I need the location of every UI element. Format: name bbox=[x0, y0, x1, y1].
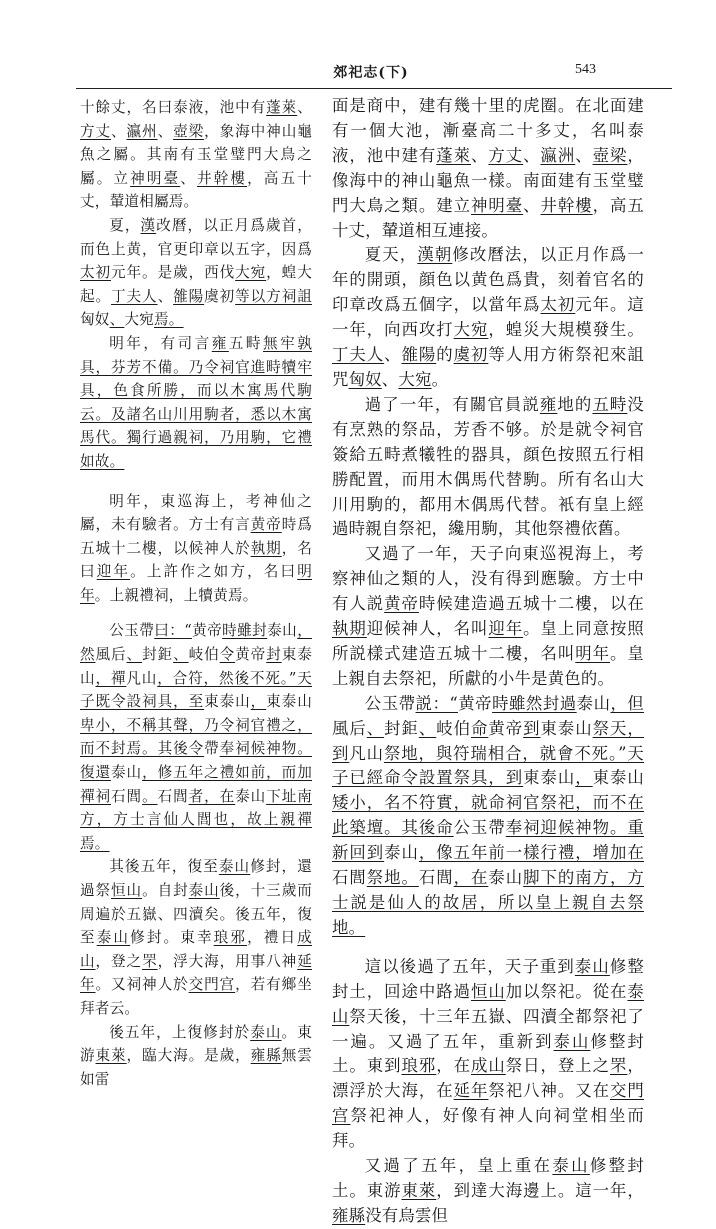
text-run: 祭日，登上之 bbox=[505, 1056, 610, 1076]
proper-name: 奉祠迎候神物。重新回到 bbox=[332, 818, 645, 863]
proper-name: 泰山 bbox=[96, 929, 131, 947]
classical-text-column bbox=[80, 96, 312, 1091]
paragraph bbox=[80, 214, 312, 332]
proper-name: 泰山 bbox=[188, 882, 220, 899]
proper-name: ， bbox=[250, 693, 267, 711]
proper-name: 明年 bbox=[575, 643, 611, 663]
proper-name: 壺梁 bbox=[592, 145, 628, 165]
page-header bbox=[76, 54, 666, 82]
text-run: 石閭 bbox=[418, 868, 454, 888]
text-run: ，到達大海邊上。這一年， bbox=[436, 1180, 645, 1200]
proper-name: 神明臺 bbox=[471, 195, 524, 215]
proper-name: ，但 bbox=[610, 693, 645, 713]
proper-name: 交門宫 bbox=[188, 976, 236, 994]
text-run: 。上親禮祠，上犢黄焉。 bbox=[94, 586, 258, 604]
proper-name: 方丈 bbox=[488, 145, 524, 165]
text-run: 泰山 bbox=[111, 764, 143, 782]
text-run: 夏， bbox=[109, 216, 141, 234]
paragraph bbox=[80, 855, 312, 1020]
proper-name: 黄帝 bbox=[384, 594, 419, 614]
proper-name: 。 bbox=[142, 787, 158, 805]
text-run: 祭祀神人，好像有神人向祠堂相坐而拜。 bbox=[332, 1106, 644, 1151]
text-run: 泰山 bbox=[267, 622, 298, 640]
text-run: ，名曰 bbox=[80, 539, 312, 581]
text-run: 泰山 bbox=[235, 787, 267, 805]
text-run: 。東游 bbox=[80, 1023, 312, 1065]
text-run: 黄帝 bbox=[457, 693, 493, 713]
proper-name: 東萊 bbox=[401, 1180, 437, 1200]
proper-name: 卑小，不稱其聲，乃令祠官禮之，而不封焉。其後令 bbox=[80, 716, 312, 758]
paragraph bbox=[332, 1154, 644, 1229]
proper-name: 泰山 bbox=[332, 981, 645, 1026]
text-run: 泰山 bbox=[576, 693, 611, 713]
proper-name: 成山 bbox=[80, 929, 313, 970]
text-run: 公玉帶 bbox=[453, 818, 506, 838]
text-run: ，蝗災大規模發生。 bbox=[488, 320, 645, 340]
text-run: 、 bbox=[381, 369, 399, 389]
text-run: 岐伯 bbox=[188, 646, 220, 664]
proper-name: 時雖封 bbox=[222, 622, 268, 640]
proper-name: 明年 bbox=[80, 563, 312, 604]
text-run: 。皇上同意按照所説樣式建造五城十二樓，名叫 bbox=[332, 619, 645, 663]
proper-name: 罘 bbox=[610, 1056, 628, 1076]
text-run: 泰山 bbox=[384, 843, 419, 863]
text-run: 改曆，以正月爲歲首，而色上黄，官更印章以五字，因爲 bbox=[80, 216, 312, 258]
proper-name: 、 bbox=[418, 718, 437, 738]
text-run: 修整封土。東游 bbox=[332, 1156, 644, 1200]
text-run: 東泰山 bbox=[592, 768, 645, 788]
text-run: 没有烹熟的祭品，芳香不够。於是就令祠官簽給五畤煮犧牲的器具，顔色按照五行相勝配置，而用木偶馬代替駒。所有名山大川用駒的，都用木偶馬代替。衹有皇上經過時親自祭祀，纔用駒，其他祭禮依舊。 bbox=[332, 394, 644, 539]
proper-name: 迎年 bbox=[488, 619, 524, 639]
proper-name: 脚下的南方，方士説是仙人的故居，所以皇上親自去祭地。 bbox=[332, 868, 644, 937]
text-run: 修封，還過祭 bbox=[80, 858, 312, 899]
proper-name: 泰山 bbox=[250, 1023, 282, 1041]
paragraph bbox=[80, 490, 312, 608]
text-run: 公玉帶 bbox=[364, 693, 416, 713]
paragraph bbox=[332, 542, 644, 691]
translation-text-column bbox=[332, 94, 644, 1229]
text-run: 夏天， bbox=[364, 245, 418, 265]
proper-name: 大宛 bbox=[453, 320, 489, 340]
proper-name: 五畤 bbox=[592, 394, 628, 414]
text-run: 五畤 bbox=[228, 334, 264, 352]
text-run: 加以祭祀。從在 bbox=[505, 981, 628, 1001]
proper-name: ，然 bbox=[80, 622, 312, 664]
paragraph bbox=[80, 1021, 312, 1092]
text-run: 封鉅 bbox=[142, 646, 174, 664]
proper-name: 交門宫 bbox=[332, 1081, 645, 1126]
text-run: 石閭 bbox=[157, 787, 189, 805]
text-run: 帶 bbox=[204, 740, 220, 758]
proper-name: 雍 bbox=[539, 394, 558, 414]
proper-name: 大宛 bbox=[398, 369, 432, 389]
text-run: 東泰山 bbox=[204, 693, 251, 711]
text-run: 明年，有司言 bbox=[109, 334, 212, 352]
proper-name: ，合符，然後不死。”天子既令設祠具，至 bbox=[80, 669, 313, 711]
text-run: 、 bbox=[157, 287, 174, 305]
proper-name: 大宛 bbox=[235, 264, 267, 282]
text-run: ，在 bbox=[436, 1056, 471, 1076]
proper-name: 壺梁 bbox=[173, 122, 205, 140]
proper-name: 雒陽 bbox=[401, 345, 437, 365]
proper-name: 下址南方，方士言仙人閭也，故上親禪焉。 bbox=[80, 787, 313, 852]
proper-name: 曰：“ bbox=[154, 622, 192, 640]
proper-name: 執期 bbox=[332, 619, 367, 639]
text-run: 祭天後，十三年五嶽、四瀆全都祭祀了一遍。又過了五年，重新到 bbox=[332, 1006, 645, 1051]
text-run: 、 bbox=[523, 145, 541, 165]
proper-name: 恒山 bbox=[111, 882, 143, 899]
text-run: 、 bbox=[471, 145, 489, 165]
proper-name: 無牢孰具，芬芳不備。乃令祠官進畤犢牢具，色食所勝，而以木寓馬代駒云。及諸名山川用駒者，悉以木寓馬代。獨行過親祠，乃用駒，它禮如故。 bbox=[80, 334, 312, 470]
text-run: 面是商中，建有幾十里的虎圈。在北面建有一個大池，漸臺高二十多丈，名叫泰液，池中建有 bbox=[332, 96, 644, 165]
text-run: 没有烏雲但 bbox=[365, 1205, 449, 1225]
text-run: 。 bbox=[431, 369, 449, 389]
proper-name: 説：“ bbox=[415, 693, 458, 713]
text-run: 後，十三歲而周遍於五嶽、四瀆矣。後五年，復至 bbox=[80, 882, 312, 947]
proper-name: 井幹樓 bbox=[196, 169, 248, 187]
text-run: 的 bbox=[436, 345, 454, 365]
text-run: 明年，東巡海上，考神仙之屬，未有驗者。方士有言 bbox=[80, 492, 312, 534]
proper-name: 蓬萊 bbox=[436, 145, 471, 165]
proper-name: ，像五年前一樣行禮，增加在 bbox=[418, 843, 645, 863]
text-run: 祭祀八神。又在 bbox=[488, 1081, 611, 1101]
proper-name: 泰山 bbox=[553, 1031, 591, 1051]
text-run: 無雲如雷 bbox=[80, 1047, 312, 1088]
proper-name: 太初 bbox=[540, 295, 576, 315]
text-run: 岐伯 bbox=[436, 718, 471, 738]
paragraph bbox=[332, 955, 644, 1154]
paragraph-gap bbox=[80, 607, 312, 619]
paragraph bbox=[80, 619, 312, 855]
text-run: 這以後過了五年，天子重到 bbox=[364, 956, 575, 976]
proper-name: 、 bbox=[366, 718, 385, 738]
proper-name: 琅邪 bbox=[401, 1056, 437, 1076]
text-run: 虞初 bbox=[204, 287, 236, 305]
text-run: ，高五十丈，輦道相屬焉。 bbox=[80, 169, 313, 211]
running-title: 郊祀志(下) bbox=[333, 65, 409, 81]
text-run: 修改曆法，以正月作爲一年的開頭，顔色以黄色爲貴，刻着官名的印章改爲五個字，以當年爲 bbox=[332, 245, 644, 315]
proper-name: 奉祠候神物。復還 bbox=[80, 740, 313, 782]
proper-name: 恒山 bbox=[471, 981, 506, 1001]
text-run: 石閭 bbox=[332, 868, 367, 888]
proper-name: 時雖然封過 bbox=[492, 693, 577, 713]
proper-name: 丁夫人 bbox=[111, 287, 158, 305]
text-run: ，蝗大起。 bbox=[80, 264, 312, 305]
proper-name: ， bbox=[575, 768, 593, 788]
text-run: 凡山 bbox=[349, 743, 384, 763]
text-run: 。自封 bbox=[142, 882, 189, 899]
text-run: ，臨大海。是歲， bbox=[126, 1047, 251, 1065]
text-run: 泰山 bbox=[488, 868, 524, 888]
proper-name: 琅邪 bbox=[213, 929, 248, 947]
proper-name: 泰山 bbox=[574, 956, 610, 976]
proper-name: 泰山 bbox=[552, 1156, 590, 1176]
text-run: 、 bbox=[297, 99, 312, 116]
text-run: 其後五年，復至 bbox=[109, 858, 219, 876]
proper-name: 迎年 bbox=[96, 563, 131, 581]
text-run: 匈奴 bbox=[80, 311, 110, 329]
text-run: 大宛 bbox=[124, 311, 154, 329]
text-run: 地的 bbox=[557, 394, 593, 414]
header-rule bbox=[76, 88, 672, 89]
text-run: 、 bbox=[111, 122, 127, 140]
proper-name: 、 bbox=[109, 311, 125, 329]
proper-name: 矮小，名不符實，就命祠官祭祀，而不在此築壇。其後命 bbox=[332, 793, 644, 838]
proper-name: 焉。 bbox=[153, 311, 184, 329]
text-run: ，高五十丈，輦道相互連接。 bbox=[332, 195, 644, 240]
text-run: 修整封土，回途中路過 bbox=[332, 956, 644, 1001]
proper-name: 祭地，與符瑞相合，就會不死。”天子已經命令設置祭具，到 bbox=[332, 743, 644, 788]
text-run: 封鉅 bbox=[384, 718, 419, 738]
proper-name: 命 bbox=[471, 718, 489, 738]
text-run: 又過了五年，皇上重在 bbox=[364, 1156, 553, 1176]
proper-name: 黄帝 bbox=[250, 516, 282, 534]
text-run: 凡山 bbox=[126, 669, 158, 687]
text-run: 迎候神人，名叫 bbox=[366, 619, 489, 639]
proper-name: 令 bbox=[219, 646, 236, 664]
paragraph bbox=[80, 96, 312, 214]
proper-name: 祭地。 bbox=[366, 868, 419, 888]
proper-name: 瀛洲 bbox=[540, 145, 576, 165]
text-run: 過了一年，有關官員説 bbox=[364, 394, 540, 414]
proper-name: 丁夫人 bbox=[332, 345, 385, 365]
proper-name: 者，在 bbox=[188, 787, 236, 805]
proper-name: 瀛州 bbox=[126, 122, 158, 140]
proper-name: 、 bbox=[173, 646, 189, 664]
text-run: 東泰山 bbox=[80, 646, 313, 687]
text-run: 風后 bbox=[95, 646, 127, 664]
text-run: 、 bbox=[523, 195, 541, 215]
proper-name: 匈奴 bbox=[348, 369, 382, 389]
proper-name: 神明臺 bbox=[130, 169, 181, 187]
paragraph bbox=[332, 243, 644, 392]
proper-name: 泰山 bbox=[218, 858, 251, 876]
proper-name: 雍 bbox=[211, 334, 229, 352]
proper-name: 漢 bbox=[140, 216, 157, 234]
proper-name: 方丈 bbox=[80, 122, 112, 140]
proper-name: 祭天，到 bbox=[332, 718, 644, 763]
text-run: 時爲五城十二樓，以候神人於 bbox=[80, 516, 312, 557]
proper-name: ，在 bbox=[453, 868, 489, 888]
text-run: 十餘丈，名曰泰液，池中有 bbox=[80, 99, 267, 116]
text-run: 元年。是歲，西伐 bbox=[111, 264, 236, 282]
text-run: 石閭 bbox=[111, 787, 143, 805]
proper-name: 罘 bbox=[142, 952, 158, 970]
text-run: 、 bbox=[575, 145, 593, 165]
text-run: 風后 bbox=[332, 718, 367, 738]
text-run: 黄帝 bbox=[191, 622, 223, 640]
text-run: 、 bbox=[157, 122, 174, 140]
proper-name: 東萊 bbox=[95, 1047, 127, 1065]
text-run: ，浮大海，用事八神 bbox=[157, 952, 298, 970]
proper-name: ，修五年之禮如前，而加禪祠 bbox=[80, 764, 312, 805]
proper-name: 虞初 bbox=[453, 345, 489, 365]
text-run: ，像海中的神山龜魚一樣。南面建有玉堂璧門大鳥之類。建立 bbox=[332, 145, 644, 215]
text-run: ，漂浮於大海，在 bbox=[332, 1056, 644, 1101]
text-run: 黄帝 bbox=[488, 718, 524, 738]
text-run: 東泰山 bbox=[540, 718, 593, 738]
proper-name: 等以方祠詛 bbox=[235, 287, 312, 305]
paragraph bbox=[332, 94, 644, 243]
text-run: 。又祠神人於 bbox=[95, 976, 189, 994]
text-run: 東泰山 bbox=[266, 693, 312, 711]
text-run: 公玉帶 bbox=[109, 622, 155, 640]
proper-name: 雍縣 bbox=[250, 1047, 282, 1065]
proper-name: 執期 bbox=[250, 539, 282, 557]
text-run: 修封。東幸 bbox=[130, 929, 214, 947]
proper-name: 成山 bbox=[471, 1056, 506, 1076]
text-run: 、 bbox=[384, 345, 402, 365]
proper-name: 、 bbox=[126, 646, 143, 664]
proper-name: 封 bbox=[266, 646, 282, 664]
proper-name: 漢朝 bbox=[417, 245, 453, 265]
proper-name: 井幹樓 bbox=[540, 195, 593, 215]
proper-name: ，禪 bbox=[95, 669, 127, 687]
paragraph-gap bbox=[332, 941, 644, 955]
text-run: 後五年，上復修封於 bbox=[109, 1023, 251, 1041]
text-run: 。皇上親自去祭祀，所獻的小牛是黄色的。 bbox=[332, 643, 644, 688]
paragraph-gap bbox=[80, 474, 312, 490]
proper-name: 延年 bbox=[453, 1081, 489, 1101]
text-run: 。上許作之如方，名曰 bbox=[130, 563, 298, 581]
paragraph bbox=[332, 692, 644, 941]
text-run: ，禮日 bbox=[247, 929, 298, 947]
text-run: 東泰山 bbox=[523, 768, 576, 788]
text-run: 修整封土。東到 bbox=[332, 1031, 644, 1076]
page-number: 543 bbox=[575, 62, 596, 77]
text-run: 、 bbox=[180, 169, 197, 187]
proper-name: 延年 bbox=[80, 952, 312, 994]
text-run: ，登之 bbox=[95, 952, 143, 970]
text-run: 元年。這一年，向西攻打 bbox=[332, 295, 644, 340]
text-run: ，象海中神山龜魚之屬。其南有玉堂璧門大鳥之屬。立 bbox=[80, 122, 312, 187]
text-run: 又過了一年，天子向東巡視海上，考察神仙之類的人，没有得到應驗。方士中有人説 bbox=[332, 544, 644, 614]
paragraph bbox=[80, 332, 312, 474]
proper-name: 蓬萊 bbox=[266, 99, 298, 116]
proper-name: 到 bbox=[523, 718, 541, 738]
paragraph bbox=[332, 393, 644, 542]
text-run: 黄帝 bbox=[235, 646, 267, 664]
text-run: ，若有鄉坐拜者云。 bbox=[80, 976, 312, 1017]
proper-name: 雍縣 bbox=[332, 1205, 366, 1225]
proper-name: 雒陽 bbox=[173, 287, 205, 305]
proper-name: 太初 bbox=[80, 264, 112, 282]
text-run: 等人用方術祭祀來詛咒 bbox=[332, 345, 644, 389]
text-run: 時候建造過五城十二樓，以在 bbox=[418, 594, 645, 614]
